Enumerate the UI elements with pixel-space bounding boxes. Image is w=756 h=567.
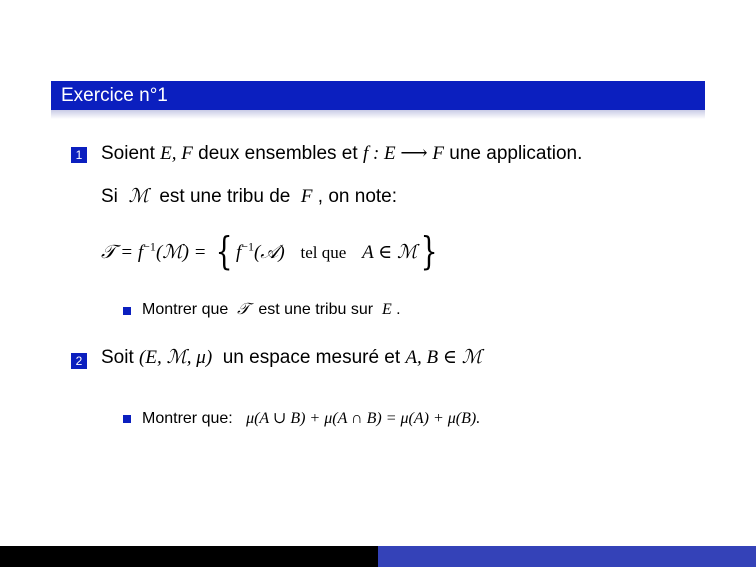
item1-subitem: Montrer que 𝒯 est une tribu sur E . (142, 301, 401, 318)
right-brace: } (420, 229, 438, 273)
bullet-square-icon (123, 415, 131, 423)
item1-intro-line: Soient E, F deux ensembles et f : E ⟶ F une application. (101, 143, 583, 164)
footer-bar-right (378, 546, 756, 567)
frame-title-shadow (51, 110, 705, 119)
bullet-square-icon (123, 307, 131, 315)
left-brace: { (215, 229, 233, 273)
enumerate-number-2: 2 (71, 353, 87, 369)
item2-intro-line: Soit (E, ℳ, μ) un espace mesuré et A, B ∈ ℳ (101, 347, 483, 368)
item2-subitem: Montrer que: μ(A ∪ B) + μ(A ∩ B) = μ(A) + μ(B). (142, 410, 481, 427)
item1-tribu-line: Si ℳ est une tribu de F , on note: (101, 186, 398, 207)
item1-definition-formula: 𝒯 = $f^{-1}(ℳ)$ = { $f^{-1}(𝒜)$ tel que A ∈ ℳ} (101, 229, 438, 273)
footer-bar-left (0, 546, 378, 567)
frame-title-text: Exercice n°1 (61, 85, 168, 106)
frame-title (51, 81, 705, 110)
enumerate-number-1: 1 (71, 147, 87, 163)
